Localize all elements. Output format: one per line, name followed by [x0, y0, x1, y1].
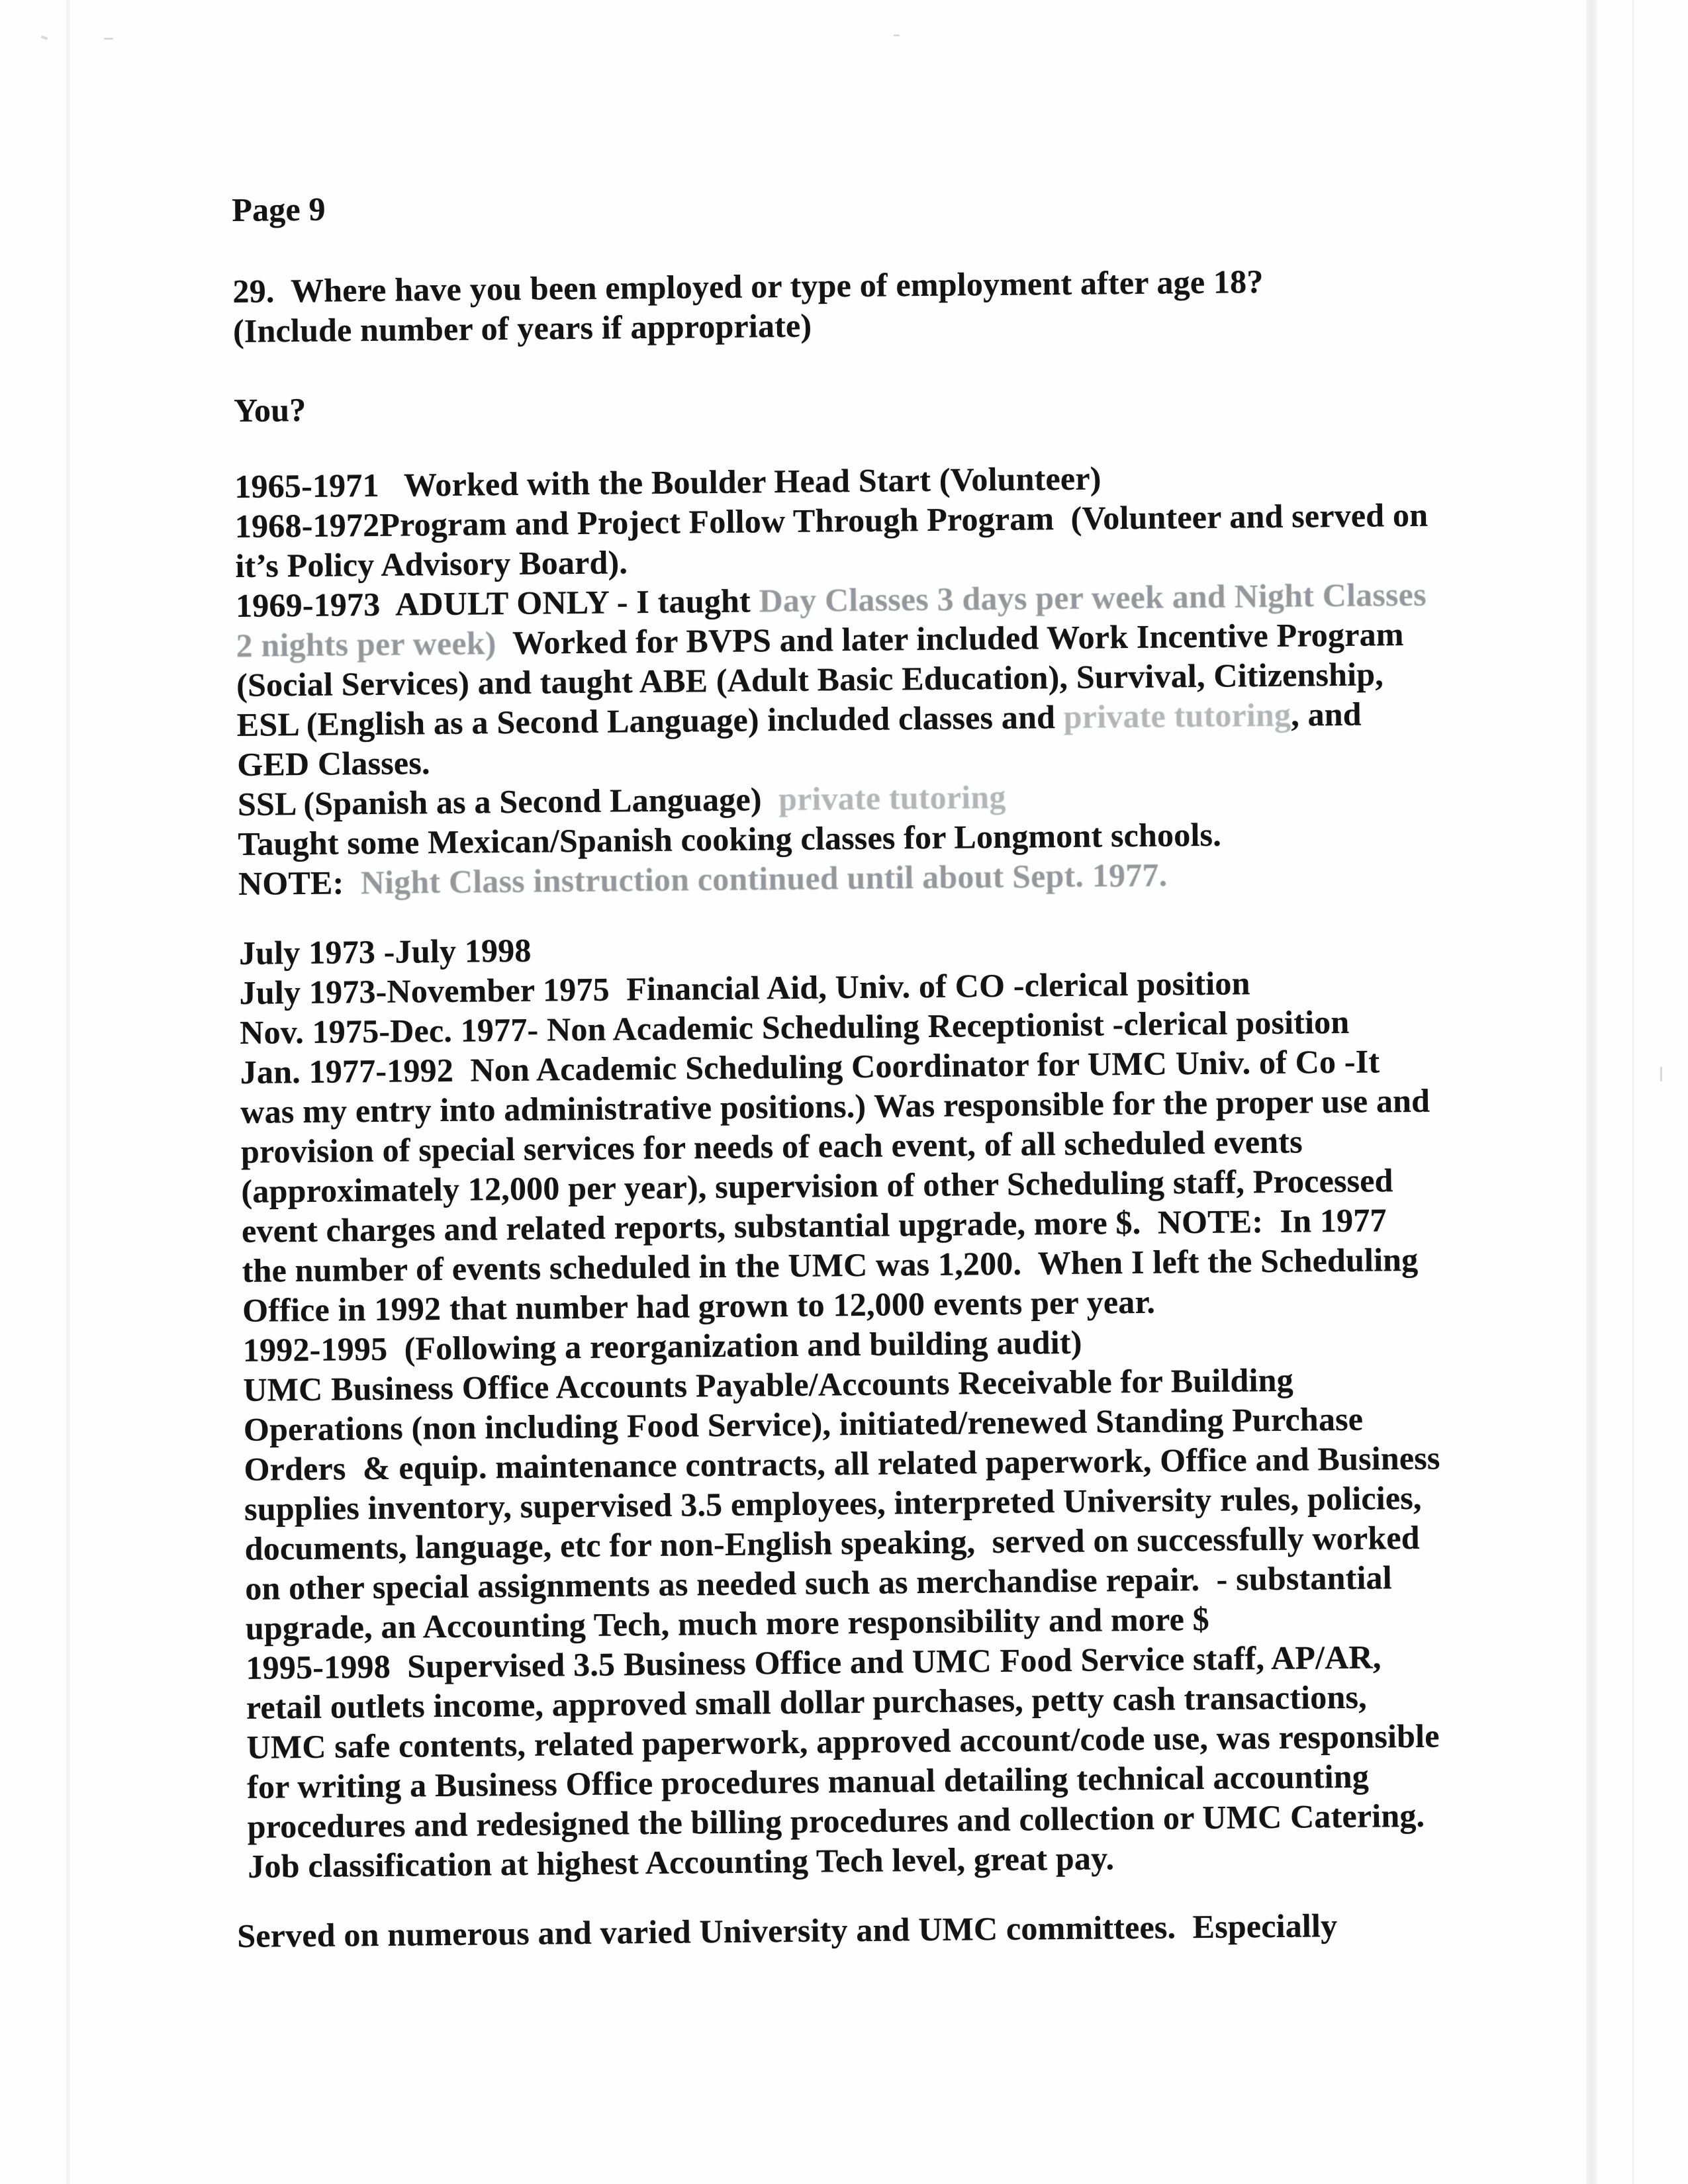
typed-text: UMC Business Office Accounts Payable/Accounts Receivable for Building	[243, 1361, 1294, 1408]
typed-text: You?	[233, 390, 306, 429]
typed-text: 29. Where have you been employed or type of employment after age 18?	[232, 263, 1264, 310]
text-line	[232, 179, 1429, 230]
typed-text: 1965-1971 Worked with the Boulder Head Start (Volunteer)	[234, 459, 1102, 505]
typed-text: July 1973-November 1975 Financial Aid, Univ. of CO -clerical position	[239, 964, 1250, 1011]
typed-text: Worked for BVPS and later included Work Incentive Program	[504, 615, 1404, 662]
faded-typed-text: private tutoring	[1063, 696, 1291, 735]
employment-1973-1998	[239, 922, 1444, 1886]
typed-text: Page 9	[232, 190, 326, 228]
typed-text: Operations (non including Food Service), initiated/renewed Standing Purchase	[243, 1400, 1364, 1448]
typed-text: the number of events scheduled in the UMC was 1,200. When I left the Scheduling	[242, 1240, 1419, 1289]
typed-text: SSL (Spanish as a Second Language)	[237, 780, 779, 823]
scan-speck	[1660, 1067, 1662, 1081]
faded-typed-text: Day Classes 3 days per week and Night Classes	[759, 575, 1427, 619]
typed-text: , and	[1290, 695, 1362, 733]
typed-text: supplies inventory, supervised 3.5 employees, interpreted University rules, policies,	[244, 1479, 1422, 1527]
typed-text: Jan. 1977-1992 Non Academic Scheduling Coordinator for UMC Univ. of Co -It	[240, 1042, 1380, 1091]
typed-text: 1995-1998 Supervised 3.5 Business Office and UMC Food Service staff, AP/AR,	[246, 1638, 1382, 1686]
scan-artifact-right-hairline	[1632, 0, 1634, 2184]
faded-typed-text: Night Class instruction continued until about Sept. 1977.	[360, 856, 1168, 901]
typed-text: Job classification at highest Accounting Tech level, great pay.	[248, 1839, 1115, 1885]
typed-text: ESL (English as a Second Language) included classes and	[236, 698, 1064, 743]
typed-text: retail outlets income, approved small dollar purchases, petty cash transactions,	[246, 1678, 1368, 1726]
faded-typed-text: 2 nights per week)	[236, 624, 505, 664]
scan-artifact-left-line	[66, 0, 70, 2184]
typed-text: (Include number of years if appropriate)	[232, 306, 812, 349]
typed-text: Orders & equip. maintenance contracts, all related paperwork, Office and Business	[244, 1439, 1440, 1488]
typed-text: procedures and redesigned the billing procedures and collection or UMC Catering.	[247, 1796, 1425, 1845]
text-line	[237, 1905, 1445, 1956]
typed-text: documents, language, etc for non-English speaking, served on successfully worked	[244, 1518, 1421, 1567]
typed-text: upgrade, an Accounting Tech, much more responsibility and more $	[245, 1600, 1210, 1647]
typed-text: NOTE:	[238, 864, 361, 902]
typed-text: for writing a Business Office procedures manual detailing technical accounting	[246, 1757, 1370, 1805]
typed-text: (Social Services) and taught ABE (Adult Basic Education), Survival, Citizenship,	[236, 655, 1384, 704]
typed-text: (approximately 12,000 per year), supervision of other Scheduling staff, Processed	[241, 1161, 1393, 1210]
typed-text: Nov. 1975-Dec. 1977- Non Academic Scheduling Receptionist -clerical position	[239, 1003, 1350, 1051]
page-label	[232, 179, 1429, 230]
typed-text: it’s Policy Advisory Board).	[235, 543, 628, 584]
text-line	[234, 379, 1430, 430]
typed-text: event charges and related reports, substantial upgrade, more $. NOTE: In 1977	[241, 1201, 1387, 1250]
scan-speck	[894, 34, 900, 36]
typed-text: 1992-1995 (Following a reorganization and building audit)	[242, 1323, 1082, 1369]
typed-text: Served on numerous and varied University and UMC committees. Especially	[237, 1907, 1338, 1955]
faded-typed-text: private tutoring	[778, 778, 1006, 818]
typed-text: was my entry into administrative positions.) Was responsible for the proper use and	[240, 1081, 1430, 1130]
typed-text: Taught some Mexican/Spanish cooking classes for Longmont schools.	[238, 815, 1222, 862]
salutation	[234, 379, 1430, 430]
typed-text: 1968-1972Program and Project Follow Through Program (Volunteer and served on	[234, 496, 1429, 545]
typed-text: GED Classes.	[237, 744, 430, 783]
scan-speck	[41, 35, 48, 40]
typed-text: Office in 1992 that number had grown to 12,000 events per year.	[242, 1283, 1156, 1329]
closing	[237, 1905, 1445, 1956]
typed-text: July 1973 -July 1998	[238, 931, 532, 972]
typed-text: UMC safe contents, related paperwork, approved account/code use, was responsible	[246, 1717, 1440, 1766]
typed-text: 1969-1973 ADULT ONLY - I taught	[235, 582, 759, 624]
scan-speck	[104, 38, 113, 40]
question	[232, 260, 1429, 351]
scan-artifact-right-band	[1586, 0, 1597, 2184]
document-content	[232, 179, 1445, 1956]
typed-text: on other special assignments as needed such as merchandise repair. - substantial	[245, 1559, 1393, 1607]
typed-text: provision of special services for needs of each event, of all scheduled events	[240, 1122, 1303, 1170]
employment-1965-1973	[234, 455, 1434, 903]
